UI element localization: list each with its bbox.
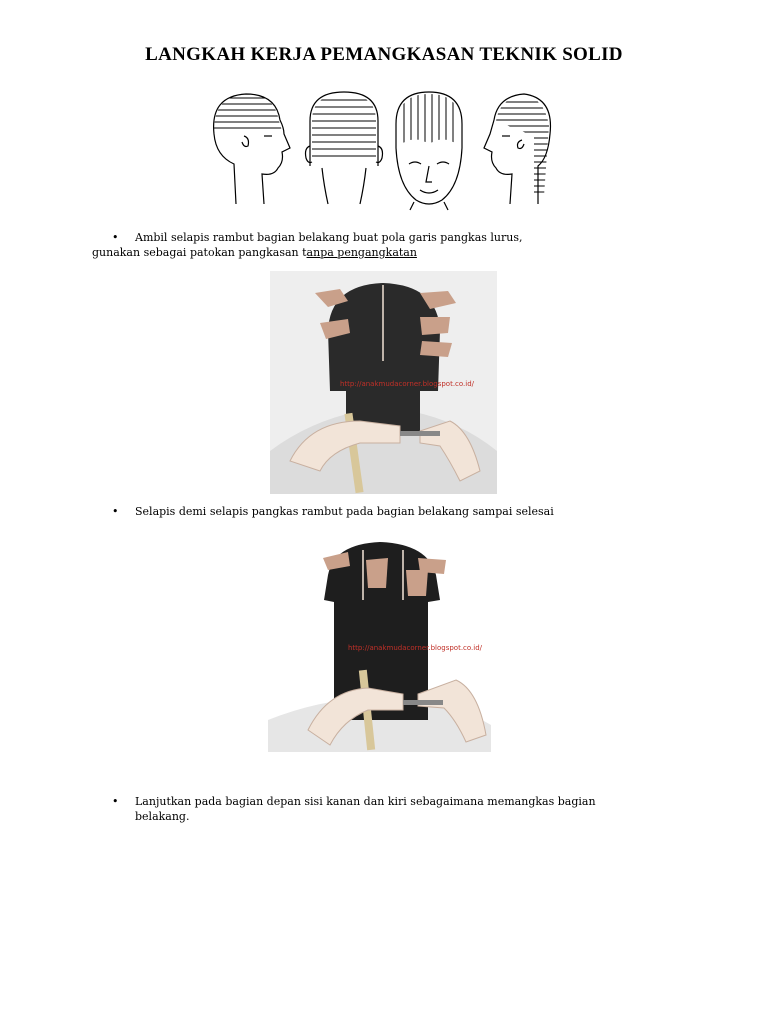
step-1-line2 xyxy=(92,245,632,260)
step-3-line2: belakang. xyxy=(135,810,190,823)
bullet-icon: • xyxy=(112,231,119,244)
watermark-2: http://anakmudacorner.blogspot.co.id/ xyxy=(348,644,483,652)
step-1-line2-prefix: gunakan sebagai patokan pangkasan t xyxy=(92,246,307,259)
haircut-photo-1 xyxy=(270,271,497,494)
bullet-icon: • xyxy=(112,505,119,518)
step-3 xyxy=(92,794,692,824)
bullet-icon: • xyxy=(112,795,119,808)
head-sectioning-diagram-icon xyxy=(204,86,570,216)
step-2-text: Selapis demi selapis pangkas rambut pada bagian belakang sampai selesai xyxy=(135,505,554,518)
step-3-line1: Lanjutkan pada bagian depan sisi kanan dan kiri sebagaimana memangkas bagian xyxy=(135,795,596,808)
page-title: LANGKAH KERJA PEMANGKASAN TEKNIK SOLID xyxy=(145,44,623,65)
step-2 xyxy=(92,504,652,519)
haircut-photo-2 xyxy=(268,530,491,752)
step-1 xyxy=(92,230,632,260)
watermark-1: http://anakmudacorner.blogspot.co.id/ xyxy=(340,380,475,388)
step-1-underlined: anpa pengangkatan xyxy=(306,246,417,259)
step-1-line1: Ambil selapis rambut bagian belakang buat pola garis pangkas lurus, xyxy=(135,231,523,244)
